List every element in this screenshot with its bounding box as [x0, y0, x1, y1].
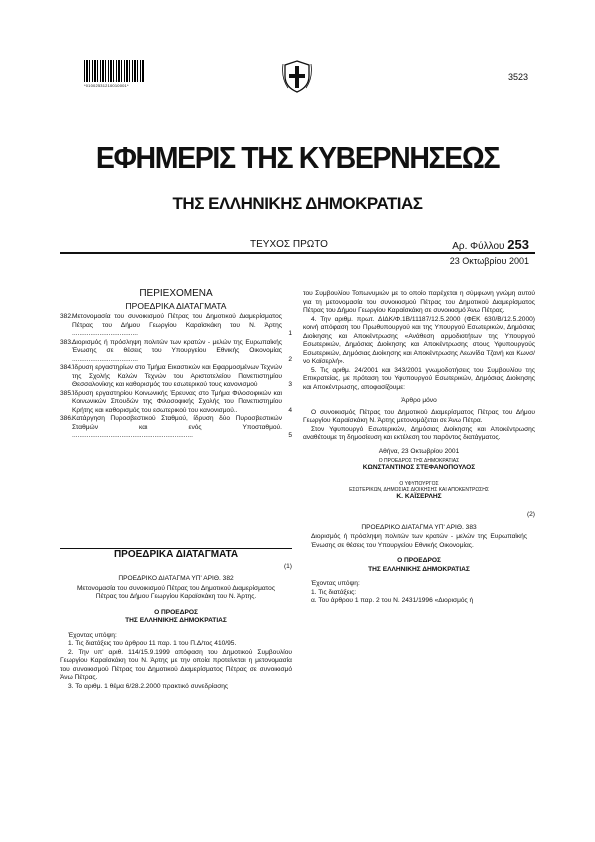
sheet-value: 253	[507, 237, 529, 252]
decree-marker: (2)	[526, 511, 535, 518]
having-in-view: Έχοντας υπόψη:	[68, 631, 117, 639]
toc-item-page: 3	[288, 381, 292, 388]
barcode-bars	[84, 60, 144, 82]
decree-382-continued	[303, 290, 535, 606]
decree-subject: Διορισμός ή πρόσληψη πολιτών των κρατών - μελών της Ευρωπαϊκής Ένωσης σε θέσεις του Υπουργείου Εθνικής Οικονομίας.	[311, 533, 527, 549]
paragraph-3: 3. Το αριθμ. 1 θέμα 6/28.2.2000 πρακτικό συνεδρίασης	[68, 682, 229, 690]
issue-label: ΤΕΥΧΟΣ ΠΡΩΤΟ	[250, 239, 328, 250]
issue-date: 23 Οκτωβρίου 2001	[449, 256, 529, 266]
place-date: Αθήνα, 23 Οκτωβρίου 2001	[378, 447, 460, 455]
president-heading-sub: ΤΗΣ ΕΛΛΗΝΙΚΗΣ ΔΗΜΟΚΡΑΤΙΑΣ	[368, 565, 470, 573]
toc-item[interactable]	[60, 364, 292, 390]
paragraph-4: 4. Την αριθμ. πρωτ. ΔΙΔΚ/Φ.1Β/11187/12.5.2000 (ΦΕΚ 630/Β/12.5.2000) κοινή απόφαση του Πρωθυπουργού και της Υπουργού Εσωτερικών, Δημόσιας Διοίκησης και Αποκέντρωσης «Ανάθεση αρμοδιοτήτων της Υπουργού Εσωτερικών, Δημόσιας Διοίκησης και Αποκέντρωσης στους Υφυπουργούς Εσωτερικών, Δημόσιας Διοίκησης και Αποκέντρωσης Λεωνίδα Τζανή και Κωνσ/νο Καϊσερλή».	[303, 315, 535, 365]
toc-item[interactable]	[60, 390, 292, 416]
paragraph-q1: 1. Τις διατάξεις:	[311, 588, 357, 596]
paragraph-1: 1. Τις διατάξεις του άρθρου 11 παρ. 1 του Π.Δ/τος 410/95.	[68, 640, 237, 647]
toc-item-page: 2	[288, 355, 292, 363]
toc-item-text: Μετονομασία του συνοικισμού Πέτρας του Δημοτικού Διαμερίσματος Πέτρας του Δήμου Γεωργίου Καραϊσκάκη του Ν. Άρτης ....................................	[72, 313, 282, 337]
toc-title: ΠΕΡΙΕΧΟΜΕΝΑ	[139, 288, 213, 299]
toc-item-text: Ίδρυση εργαστηρίων στο Τμήμα Εικαστικών και Εφαρμοσμένων Τεχνών της Σχολής Καλών Τεχνών του Αριστοτελείου Πανεπιστημίου Θεσσαλονίκης και καθορισμός του εσωτερικού τους κανονισμού	[72, 364, 282, 388]
barcode	[84, 60, 144, 88]
section-title: ΠΡΟΕΔΡΙΚΑ ΔΙΑΤΑΓΜΑΤΑ	[113, 549, 239, 560]
toc-item-text: Ίδρυση εργαστηρίου Κοινωνικής Έρευνας στο Τμήμα Φιλοσοφικών και Κοινωνικών Σπουδών της Φιλοσοφικής Σχολής του Πανεπιστημίου Κρήτης και καθορισμός του εσωτερικού του κανονισμού..	[72, 389, 282, 414]
president-heading-sub: ΤΗΣ ΕΛΛΗΝΙΚΗΣ ΔΗΜΟΚΡΑΤΙΑΣ	[125, 617, 227, 624]
toc-item-number: 385.	[60, 389, 73, 397]
paragraph-q1a: α. Του άρθρου 1 παρ. 2 του Ν. 2431/1996 «Διορισμός ή	[311, 597, 474, 604]
article-paragraph-2: Στον Υφυπουργό Εσωτερικών, Δημόσιας Διοίκησης και Αποκέντρωσης αναθέτουμε τη δημοσίευση και εκτέλεση του παρόντος διατάγματος.	[303, 425, 535, 441]
page-number: 3523	[507, 72, 528, 82]
toc-item-page: 1	[288, 330, 292, 337]
toc-item-text: Διορισμός ή πρόσληψη πολιτών των κρατών - μελών της Ευρωπαϊκής Ένωσης σε θέσεις του Υπουργείου Εθνικής Οικονομίας ....................................	[72, 338, 282, 363]
masthead-subtitle: ΤΗΣ ΕΛΛΗΝΙΚΗΣ ΔΗΜΟΚΡΑΤΙΑΣ	[172, 194, 423, 213]
signature-name: ΚΩΝΣΤΑΝΤΙΝΟΣ ΣΤΕΦΑΝΟΠΟΥΛΟΣ	[362, 464, 476, 471]
decree-subject: Μετονομασία του συνοικισμού Πέτρας του Δημοτικού Διαμερίσματος Πέτρας του Δήμου Γεωργίου Καραϊσκάκη του Ν. Άρτης.	[76, 584, 276, 600]
barcode-number: *01002531210010001*	[84, 83, 129, 88]
decree-title: ΠΡΟΕΔΡΙΚΟ ΔΙΑΤΑΓΜΑ ΥΠ' ΑΡΙΘ. 382	[118, 575, 234, 582]
decree-title: ΠΡΟΕΔΡΙΚΟ ΔΙΑΤΑΓΜΑ ΥΠ' ΑΡΙΘ. 383	[361, 523, 477, 531]
signature2-ministry: ΕΣΩΤΕΡΙΚΩΝ, ΔΗΜΟΣΙΑΣ ΔΙΟΙΚΗΣΗΣ ΚΑΙ ΑΠΟΚΕΝΤΡΩΣΗΣ	[349, 486, 489, 493]
president-heading: Ο ΠΡΟΕΔΡΟΣ	[154, 608, 198, 616]
having-in-view: Έχοντας υπόψη:	[311, 580, 360, 587]
sheet-number	[452, 237, 529, 252]
toc-item-text: Κατάργηση Πυροσβεστικού Σταθμού, ίδρυση δύο Πυροσβεστικών Σταθμών και ενός Υποσταθμού. ..................................................................	[72, 415, 282, 439]
signature2-name: Κ. ΚΑΪΣΕΡΛΗΣ	[396, 492, 442, 500]
decree-382	[60, 548, 292, 691]
article-heading: Άρθρο μόνο	[401, 397, 437, 404]
toc-item-number: 383.	[60, 338, 73, 346]
toc-list	[60, 313, 292, 441]
coat-of-arms-icon	[282, 58, 312, 94]
toc-subtitle: ΠΡΟΕΔΡΙΚΑ ΔΙΑΤΑΓΜΑΤΑ	[125, 300, 227, 311]
toc-item-number: 386.	[60, 415, 73, 422]
toc-item[interactable]	[60, 339, 292, 365]
sheet-label: Αρ. Φύλλου	[452, 241, 505, 252]
masthead-title: ΕΦΗΜΕΡΙΣ ΤΗΣ ΚΥΒΕΡΝΗΣΕΩΣ	[95, 140, 500, 175]
signature-title: Ο ΠΡΟΕΔΡΟΣ ΤΗΣ ΔΗΜΟΚΡΑΤΙΑΣ	[378, 458, 460, 464]
paragraph-3-cont: του Συμβουλίου Τοπωνυμιών με το οποίο παρέχεται η σύμφωνη γνώμη αυτού για τη μετονομασία του συνοικισμού Πέτρας του Δημοτικού Διαμερίσματος Πέτρας του Δήμου Γεωργίου Καραϊσκάκη σε συνοικισμό Άνω Πέτρας.	[303, 290, 535, 314]
signature2-role: Ο ΥΦΥΠΟΥΡΓΟΣ	[399, 480, 439, 487]
table-of-contents	[60, 290, 292, 441]
toc-item[interactable]	[60, 415, 292, 441]
paragraph-5: 5. Τις αριθμ. 24/2001 και 343/2001 γνωμοδοτήσεις του Συμβουλίου της Επικρατείας, με πρόταση του Υφυπουργού Εσωτερικών, Δημόσιας Διοίκησης και Αποκέντρωσης, αποφασίζουμε:	[303, 366, 535, 391]
article-paragraph-1: Ο συνοικισμός Πέτρας του Δημοτικού Διαμερίσματος Πέτρας του Δήμου Γεωργίου Καραϊσκάκη Ν. Άρτης μετονομάζεται σε Άνω Πέτρα.	[303, 408, 535, 424]
header-rule	[60, 252, 535, 254]
paragraph-2: 2. Την υπ' αριθ. 114/15.9.1999 απόφαση του Δημοτικού Συμβουλίου Γεωργίου Καραϊσκάκη του Ν. Άρτης με την οποία προτείνεται η μετονομασία του συνοικισμού Πέτρας του Δημοτικού Διαμερίσματος Πέτρας σε συνοικισμό Άνω Πέτρας.	[60, 648, 292, 681]
toc-item-number: 382.	[60, 313, 73, 320]
toc-item-number: 384.	[60, 364, 73, 371]
toc-item[interactable]	[60, 313, 292, 339]
decree-marker: (1)	[283, 562, 292, 570]
toc-item-page: 5	[288, 432, 292, 439]
toc-item-page: 4	[288, 406, 292, 414]
president-heading: Ο ΠΡΟΕΔΡΟΣ	[397, 557, 441, 564]
